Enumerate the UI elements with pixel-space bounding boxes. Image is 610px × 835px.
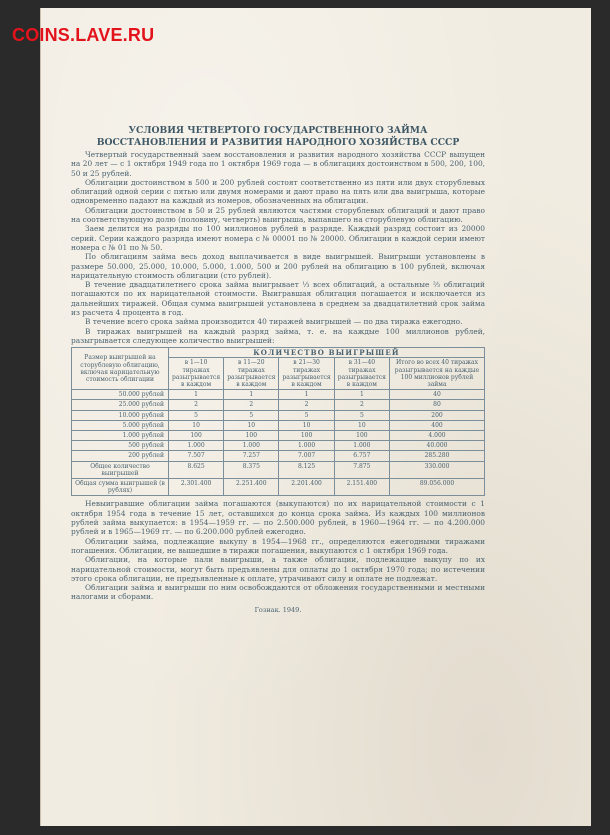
title [71, 125, 485, 148]
table-cell: 8.625 [169, 461, 224, 478]
table-cell: 2.201.400 [279, 479, 334, 496]
table-cell: 1.000 [224, 441, 279, 451]
table-cell: 1 [224, 390, 279, 400]
document-body [71, 125, 485, 615]
table-row [72, 410, 485, 420]
table-cell: 80 [390, 400, 485, 410]
table-cell: 89.056.000 [390, 479, 485, 496]
table-row [72, 441, 485, 451]
table-col-header: в 1—10 тиражах разыгрывается в каждом [169, 358, 224, 390]
paragraph: Облигации достоинством в 500 и 200 рублей состоят соответственно из пяти или двух сторублевых облигаций одной серии с пятью или двумя номерами и дают право на пять или два выигрыша, которые одновременно падают на каждый из номеров, обозначенных на облигации. [71, 177, 485, 206]
table-cell: 5 [224, 410, 279, 420]
title-line-1: УСЛОВИЯ ЧЕТВЕРТОГО ГОСУДАРСТВЕННОГО ЗАЙМА [128, 125, 428, 136]
table-cell: 1.000 [279, 441, 334, 451]
paragraph: В течение всего срока займа производится 40 тиражей выигрышей — по два тиража ежегодно. [85, 317, 463, 327]
paragraph: Заем делится на разряды по 100 миллионов рублей в разряде. Каждый разряд состоит из 20000 серий. Серии каждого разряда имеют номера с № 00001 по № 20000. Облигации в каждой серии имеют номера с № 01 по № 50. [71, 224, 485, 252]
table-cell: 400 [390, 420, 485, 430]
paragraph: По облигациям займа весь доход выплачивается в виде выигрышей. Выигрыши установлены в размере 50.000, 25.000, 10.000, 5.000, 1.000, 500 и 200 рублей на облигацию в 100 рублей, включая нарицательную стоимость облигации (сто рублей). [71, 252, 485, 280]
title-line-2: ВОССТАНОВЛЕНИЯ И РАЗВИТИЯ НАРОДНОГО ХОЗЯЙСТВА СССР [96, 136, 460, 148]
table-cell: 7.007 [279, 451, 334, 461]
table-cell: 2 [334, 400, 389, 410]
table-cell: 10 [224, 420, 279, 430]
paragraph: Облигации займа и выигрыши по ним освобождаются от обложения государственными и местными налогами и сборами. [71, 583, 485, 602]
table-cell: 10 [334, 420, 389, 430]
table-col-header: в 11—20 тиражах разыгрывается в каждом [224, 358, 279, 390]
table-cell: 2.151.400 [334, 479, 389, 496]
paragraph: В течение двадцатилетнего срока займа выигрывает ⅓ всех облигаций, а остальные ⅔ облигаций погашаются по их нарицательной стоимости. Выигравшая облигация погашается и исключается из дальнейших тиражей. Общая сумма выигрышей установлена в среднем за двадцатилетний срок займа из расчета 4 процента в год. [71, 280, 485, 318]
paragraph: В тиражах выигрышей на каждый разряд займа, т. е. на каждые 100 миллионов рублей, разыгрывается следующее количество выигрышей: [71, 326, 485, 345]
prize-label: 5.000 рублей [72, 420, 169, 430]
table-cell: 2 [169, 400, 224, 410]
paragraph: Облигации займа, подлежащие выкупу в 1954—1968 гг., определяются ежегодными тиражами погашения. Облигации, не вышедшие в тиражи погашения, выкупаются с 1 октября 1969 года. [71, 536, 485, 555]
table-row [72, 400, 485, 410]
table-col-header: в 21—30 тиражах разыгрывается в каждом [279, 358, 334, 390]
total-count-label: Общее количество выигрышей [72, 461, 169, 478]
table-cell: 1 [169, 390, 224, 400]
imprint: Гознак. 1949. [254, 605, 302, 614]
table-row [72, 451, 485, 461]
table-cell: 330.000 [390, 461, 485, 478]
table-head-group: КОЛИЧЕСТВО ВЫИГРЫШЕЙ [169, 348, 485, 358]
table-cell: 100 [279, 431, 334, 441]
prize-label: 500 рублей [72, 441, 169, 451]
table-cell: 2 [224, 400, 279, 410]
table-head-left: Размер выигрышей на сторублевую облигацию, включая нарицательную стоимость облигации [72, 348, 169, 390]
table-cell: 40 [390, 390, 485, 400]
table-cell: 40.000 [390, 441, 485, 451]
table-cell: 8.375 [224, 461, 279, 478]
prize-label: 10.000 рублей [72, 410, 169, 420]
table-cell: 5 [334, 410, 389, 420]
table-cell: 2 [279, 400, 334, 410]
table-cell: 7.875 [334, 461, 389, 478]
paragraph: Невыигравшие облигации займа погашаются (выкупаются) по их нарицательной стоимости с 1 октября 1954 года в течение 15 лет, оставшихся до конца срока займа. Из каждых 100 миллионов рублей займа выкупается: в 1954—1959 гг. — по 2.500.000 рублей, в 1960—1964 гг. — по 4.200.000 рублей и в 1965—1969 гг. — по 6.200.000 рублей ежегодно. [71, 499, 485, 537]
paragraph: Облигации, на которые пали выигрыши, а также облигации, подлежащие выкупу по их нарицательной стоимости, могут быть предъявлены для оплаты до 1 октября 1970 года; по истечении этого срока облигации, не предъявленные к оплате, утрачивают силу и оплате не подлежат. [71, 555, 485, 583]
table-cell: 285.280 [390, 451, 485, 461]
table-cell: 5 [279, 410, 334, 420]
table-cell: 100 [169, 431, 224, 441]
table-row [72, 431, 485, 441]
watermark: COINS.LAVE.RU [12, 25, 155, 45]
table-cell: 6.757 [334, 451, 389, 461]
table-cell: 1.000 [169, 441, 224, 451]
table-cell: 7.257 [224, 451, 279, 461]
table-cell: 10 [279, 420, 334, 430]
table-cell: 4.000 [390, 431, 485, 441]
table-cell: 2.301.400 [169, 479, 224, 496]
table-cell: 100 [224, 431, 279, 441]
table-cell: 1 [334, 390, 389, 400]
table-row [72, 420, 485, 430]
paragraph: Облигации достоинством в 50 и 25 рублей являются частями сторублевых облигаций и дают право на соответствующую долю (половину, четверть) выигрыша, выпавшего на сторублевую облигацию. [71, 205, 485, 225]
table-cell: 5 [169, 410, 224, 420]
table-cell: 7.507 [169, 451, 224, 461]
table-cell: 8.125 [279, 461, 334, 478]
prize-label: 200 рублей [72, 451, 169, 461]
table-cell: 10 [169, 420, 224, 430]
table-cell: 1 [279, 390, 334, 400]
table-body [72, 390, 485, 461]
table-cell: 100 [334, 431, 389, 441]
prize-label: 1.000 рублей [72, 431, 169, 441]
paragraph: Четвертый государственный заем восстановления и развития народного хозяйства СССР выпущен на 20 лет — с 1 октября 1949 года по 1 октября 1969 года — в облигациях достоинством в 500, 200, 100, 50 и 25 рублей. [71, 150, 485, 178]
table-col-header: Итого во всех 40 тиражах разыгрывается на каждые 100 миллионов рублей займа [390, 358, 485, 390]
prize-label: 25.000 рублей [72, 400, 169, 410]
total-sum-label: Общая сумма выигрышей (в рублях) [72, 479, 169, 496]
table-cell: 2.251.400 [224, 479, 279, 496]
table-cell: 1.000 [334, 441, 389, 451]
prize-table [71, 347, 485, 496]
table-cell: 200 [390, 410, 485, 420]
table-row [72, 390, 485, 400]
table-col-header: в 31—40 тиражах разыгрывается в каждом [334, 358, 389, 390]
prize-label: 50.000 рублей [72, 390, 169, 400]
